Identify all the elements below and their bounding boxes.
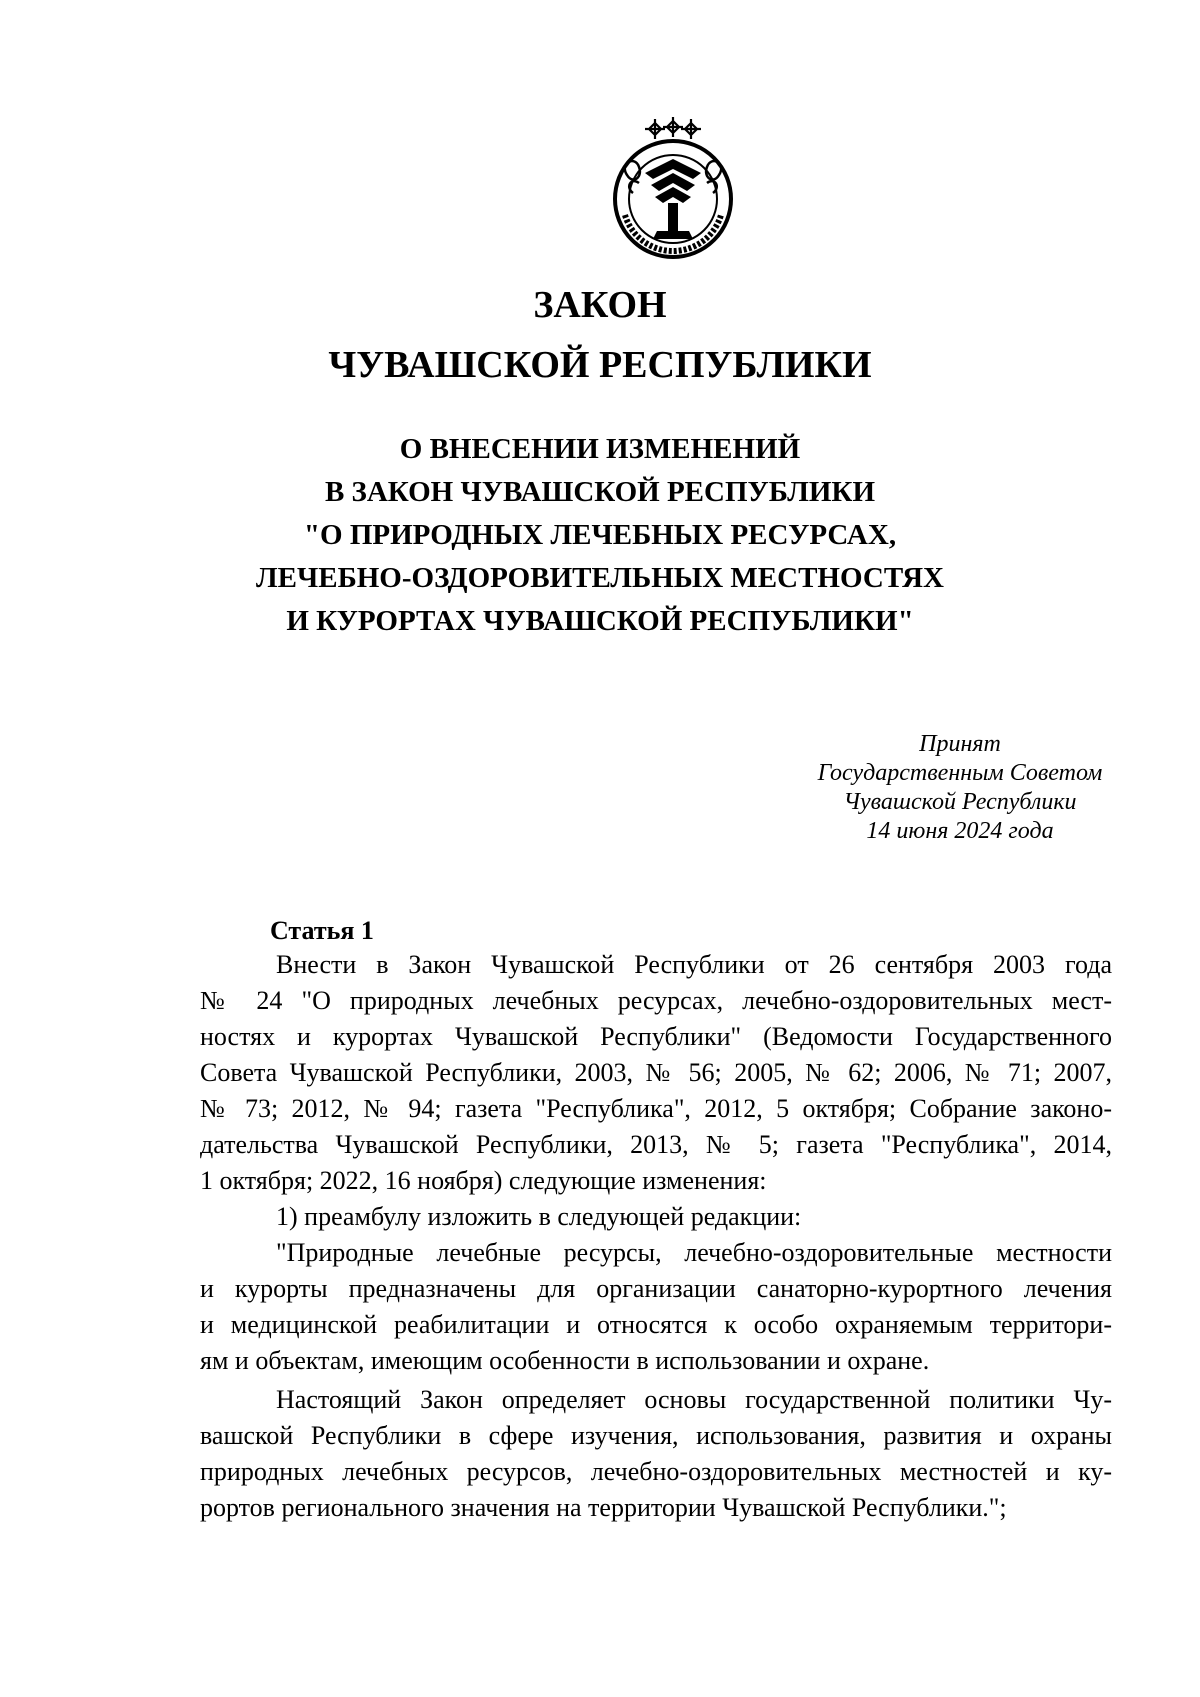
body-line: ностях и курортах Чувашской Республики" (Ведомости Государственного (200, 1022, 1112, 1051)
body-line: дательства Чувашской Республики, 2013, № 5; газета "Республика", 2014, (200, 1130, 1112, 1159)
article-heading: Статья 1 (270, 916, 374, 945)
article-body (200, 947, 1112, 1526)
body-line: № 73; 2012, № 94; газета "Республика", 2012, 5 октября; Собрание законо- (200, 1094, 1112, 1123)
adoption-line: Государственным Советом (817, 760, 1103, 786)
quote-line: "Природные лечебные ресурсы, лечебно-оздоровительные местности (276, 1238, 1112, 1267)
quote-line: Настоящий Закон определяет основы государственной политики Чу- (276, 1385, 1112, 1414)
law-title (0, 275, 1200, 395)
subject-line: О ВНЕСЕНИИ ИЗМЕНЕНИЙ (399, 433, 801, 465)
subject-line: ЛЕЧЕБНО-ОЗДОРОВИТЕЛЬНЫХ МЕСТНОСТЯХ (256, 562, 944, 594)
adoption-block (780, 730, 1140, 846)
subject-line: И КУРОРТАХ ЧУВАШСКОЙ РЕСПУБЛИКИ" (286, 605, 914, 637)
quote-line: рортов регионального значения на территории Чувашской Республики."; (200, 1493, 1007, 1522)
adoption-line: Чувашской Республики (843, 789, 1077, 815)
subject-line: "О ПРИРОДНЫХ ЛЕЧЕБНЫХ РЕСУРСАХ, (303, 519, 897, 551)
law-subject (0, 428, 1200, 643)
quote-line: и медицинской реабилитации и относятся к особо охраняемым территори- (200, 1310, 1112, 1339)
law-title-line-2: ЧУВАШСКОЙ РЕСПУБЛИКИ (328, 344, 872, 386)
quote-line: ям и объектам, имеющим особенности в использовании и охране. (200, 1346, 930, 1375)
quote-line: и курорты предназначены для организации санаторно-курортного лечения (200, 1274, 1112, 1303)
subject-line: В ЗАКОН ЧУВАШСКОЙ РЕСПУБЛИКИ (324, 476, 876, 508)
item-line: 1) преамбулу изложить в следующей редакции: (276, 1202, 802, 1231)
quote-line: природных лечебных ресурсов, лечебно-оздоровительных местностей и ку- (200, 1457, 1112, 1486)
law-title-line-1: ЗАКОН (533, 284, 667, 326)
quote-line: вашской Республики в сфере изучения, использования, развития и охраны (200, 1421, 1112, 1450)
adoption-date: 14 июня 2024 года (866, 818, 1054, 844)
body-line: Совета Чувашской Республики, 2003, № 56; 2005, № 62; 2006, № 71; 2007, (200, 1058, 1112, 1087)
adoption-line: Принят (919, 731, 1001, 757)
chuvash-coat-of-arms-icon (597, 115, 749, 265)
body-line: Внести в Закон Чувашской Республики от 26 сентября 2003 года (276, 950, 1112, 979)
body-line: № 24 "О природных лечебных ресурсах, лечебно-оздоровительных мест- (200, 986, 1112, 1015)
body-line: 1 октября; 2022, 16 ноября) следующие изменения: (200, 1166, 767, 1195)
